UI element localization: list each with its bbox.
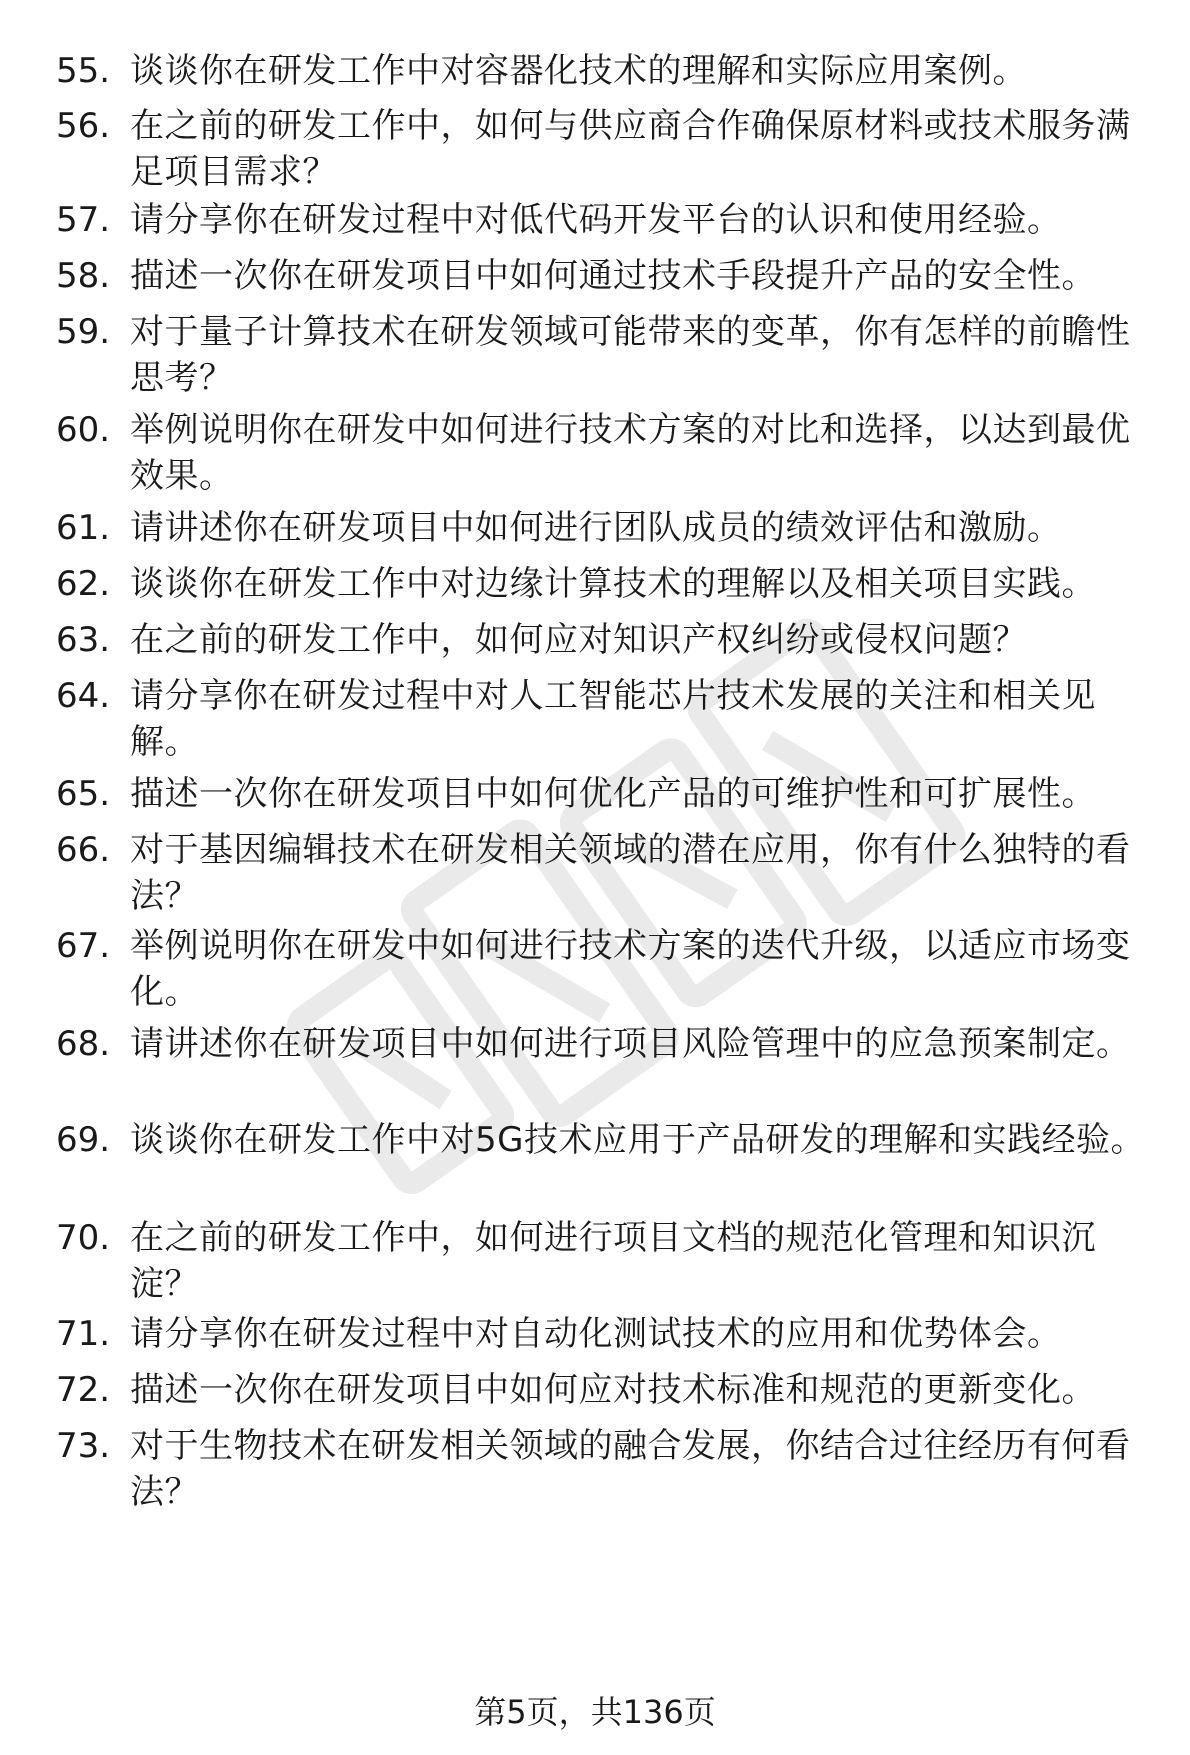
question-item — [0, 561, 1190, 607]
question-text: 对于量子计算技术在研发领域可能带来的变革，你有怎样的前瞻性思考？ — [130, 312, 1131, 398]
question-number: 70. — [56, 1218, 111, 1258]
question-item — [0, 1367, 1190, 1413]
question-item — [0, 673, 1190, 765]
question-text: 描述一次你在研发项目中如何通过技术手段提升产品的安全性。 — [130, 256, 1096, 296]
question-item — [0, 407, 1190, 499]
question-item — [0, 505, 1190, 551]
page-number-label: 第5页，共136页 — [474, 1693, 716, 1731]
question-number: 64. — [56, 676, 111, 716]
question-text: 在之前的研发工作中，如何与供应商合作确保原材料或技术服务满足项目需求？ — [130, 106, 1131, 192]
question-text: 请分享你在研发过程中对自动化测试技术的应用和优势体会。 — [130, 1314, 1062, 1354]
question-item — [0, 1311, 1190, 1357]
question-number: 69. — [56, 1120, 111, 1160]
question-number: 67. — [56, 926, 111, 966]
question-number: 71. — [56, 1314, 111, 1354]
question-number: 65. — [56, 774, 111, 814]
question-text: 谈谈你在研发工作中对边缘计算技术的理解以及相关项目实践。 — [130, 564, 1096, 604]
question-text: 谈谈你在研发工作中对5G技术应用于产品研发的理解和实践经验。 — [130, 1120, 1145, 1160]
question-number: 59. — [56, 312, 111, 352]
question-text: 描述一次你在研发项目中如何优化产品的可维护性和可扩展性。 — [130, 774, 1096, 814]
question-item — [0, 103, 1190, 195]
question-number: 68. — [56, 1024, 111, 1064]
question-text: 在之前的研发工作中，如何进行项目文档的规范化管理和知识沉淀？ — [130, 1218, 1096, 1304]
question-item — [0, 827, 1190, 919]
question-text: 谈谈你在研发工作中对容器化技术的理解和实际应用案例。 — [130, 51, 1027, 91]
question-text: 请分享你在研发过程中对人工智能芯片技术发展的关注和相关见解。 — [130, 676, 1096, 762]
question-number: 58. — [56, 256, 111, 296]
question-number: 61. — [56, 508, 111, 548]
question-number: 63. — [56, 620, 111, 660]
question-number: 72. — [56, 1370, 111, 1410]
question-number: 55. — [56, 51, 111, 91]
question-item — [0, 253, 1190, 299]
page-footer — [0, 1692, 1190, 1732]
question-item — [0, 617, 1190, 663]
question-text: 请分享你在研发过程中对低代码开发平台的认识和使用经验。 — [130, 200, 1062, 240]
question-text: 对于基因编辑技术在研发相关领域的潜在应用，你有什么独特的看法？ — [130, 830, 1131, 916]
question-number: 56. — [56, 106, 111, 146]
question-text: 对于生物技术在研发相关领域的融合发展，你结合过往经历有何看法？ — [130, 1426, 1131, 1512]
question-item — [0, 923, 1190, 1015]
question-item — [0, 1021, 1190, 1113]
question-number: 60. — [56, 410, 111, 450]
question-text: 请讲述你在研发项目中如何进行项目风险管理中的应急预案制定。 — [130, 1024, 1131, 1064]
question-item — [0, 1117, 1190, 1209]
question-text: 举例说明你在研发中如何进行技术方案的对比和选择，以达到最优效果。 — [130, 410, 1131, 496]
question-number: 66. — [56, 830, 111, 870]
question-number: 57. — [56, 200, 111, 240]
question-text: 在之前的研发工作中，如何应对知识产权纠纷或侵权问题？ — [130, 620, 1027, 660]
question-number: 73. — [56, 1426, 111, 1466]
question-item — [0, 197, 1190, 243]
question-item — [0, 309, 1190, 401]
question-text: 描述一次你在研发项目中如何应对技术标准和规范的更新变化。 — [130, 1370, 1096, 1410]
question-item — [0, 1215, 1190, 1307]
question-number: 62. — [56, 564, 111, 604]
question-item — [0, 771, 1190, 817]
question-item — [0, 48, 1190, 94]
question-item — [0, 1423, 1190, 1515]
question-text: 请讲述你在研发项目中如何进行团队成员的绩效评估和激励。 — [130, 508, 1062, 548]
question-text: 举例说明你在研发中如何进行技术方案的迭代升级，以适应市场变化。 — [130, 926, 1131, 1012]
